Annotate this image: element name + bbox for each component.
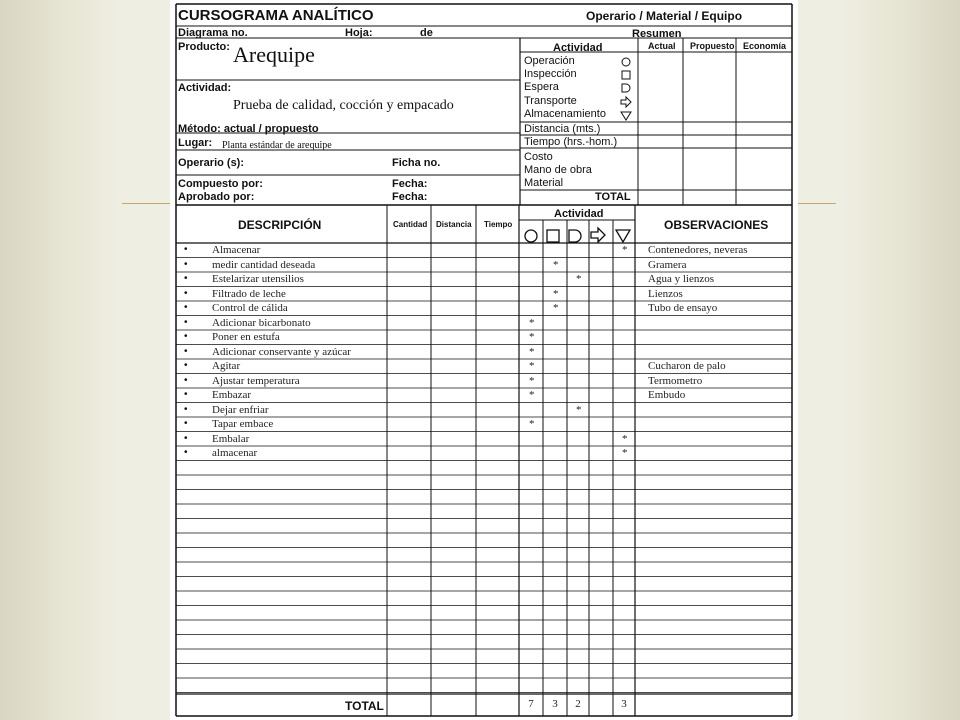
row-observacion: Lienzos [648,287,683,300]
row-description: Ajustar temperatura [212,374,300,387]
fecha2-label: Fecha: [392,191,428,203]
metodo-label: Método: actual / propuesto [178,123,319,135]
row-activity-mark: * [529,418,535,430]
row-activity-mark: * [529,389,535,401]
total-inspeccion: 3 [552,698,558,710]
left-accent-line [122,203,170,204]
row-activity-mark: * [553,258,559,271]
row-observacion: Termometro [648,374,703,387]
row-description: Estelarizar utensilios [212,273,304,285]
cursograma-sheet [170,0,798,720]
row-bullet: • [184,244,188,255]
row-description: Agitar [212,360,241,372]
row-activity-mark: * [622,244,628,256]
ficha-label: Ficha no. [392,157,441,169]
right-accent-line [798,203,836,204]
actividad-value: Prueba de calidad, cocción y empacado [233,98,454,113]
row-activity-mark: * [622,432,628,445]
row-observacion: Cucharon de palo [648,360,726,372]
espera-d-icon [569,230,581,242]
row-bullet: • [184,331,188,342]
row-description: Control de cálida [212,302,288,314]
almacenamiento-triangle-icon [616,230,630,242]
row-activity-mark: * [529,345,535,358]
row-observacion: Embudo [648,389,686,401]
row-description: Tapar embace [212,418,274,430]
total-espera: 2 [575,698,581,710]
row-bullet: • [184,273,188,284]
row-description: medir cantidad deseada [212,258,316,271]
summary-total: TOTAL [595,191,631,203]
total-almacenamiento: 3 [621,698,627,710]
hoja-label: Hoja: [345,27,373,39]
row-description: Embalar [212,432,250,445]
summary-row-inspeccion: Inspección [524,68,577,80]
row-description: Poner en estufa [212,331,280,343]
row-observacion: Contenedores, neveras [648,244,748,256]
row-activity-mark: * [529,331,535,343]
distancia-header: Distancia [436,220,472,229]
lugar-value: Planta estándar de arequipe [222,140,332,151]
summary-actividad-header: Actividad [553,42,603,54]
row-bullet: • [184,418,188,429]
row-observacion: Gramera [648,258,687,271]
row-description: Dejar enfriar [212,403,269,416]
de-label: de [420,27,433,39]
summary-tiempo: Tiempo (hrs.-hom.) [524,136,618,148]
summary-costo: Costo [524,151,553,163]
row-activity-mark: * [576,273,582,285]
row-description: Filtrado de leche [212,287,286,300]
cantidad-header: Cantidad [393,220,428,229]
header-right-label: Operario / Material / Equipo [586,9,743,23]
row-description: almacenar [212,447,258,459]
summary-row-almacenamiento: Almacenamiento [524,108,606,120]
summary-actual-header: Actual [648,41,676,51]
row-activity-mark: * [529,374,535,387]
row-description: Almacenar [212,244,261,256]
observaciones-header: OBSERVACIONES [664,218,769,232]
row-bullet: • [184,374,188,386]
row-bullet: • [184,432,188,444]
row-bullet: • [184,258,188,270]
producto-value: Arequipe [233,42,315,67]
row-activity-mark: * [553,287,559,300]
row-activity-mark: * [622,447,628,459]
row-activity-mark: * [529,360,535,372]
transporte-arrow-icon [591,228,605,242]
descripcion-header: DESCRIPCIÓN [238,218,322,232]
summary-economia-header: Economía [743,41,787,51]
row-bullet: • [184,287,188,299]
summary-row-operacion: Operación [524,55,575,67]
actividad-label: Actividad: [178,82,232,94]
summary-row-transporte: Transporte [524,95,577,107]
summary-row-espera: Espera [524,81,559,93]
lugar-label: Lugar: [178,137,213,149]
row-observacion: Tubo de ensayo [648,302,718,314]
row-bullet: • [184,345,188,357]
tiempo-header: Tiempo [484,220,513,229]
inspeccion-square-icon [547,230,559,242]
summary-material: Material [524,177,564,189]
row-bullet: • [184,403,188,415]
row-bullet: • [184,447,188,458]
row-activity-mark: * [553,302,559,314]
resumen-label: Resumen [632,28,682,40]
table-total-label: TOTAL [345,699,384,713]
row-activity-mark: * [576,403,582,416]
form-title: CURSOGRAMA ANALÍTICO [178,7,374,24]
total-operacion: 7 [528,698,534,710]
row-activity-mark: * [529,316,535,329]
row-description: Embazar [212,389,252,401]
row-bullet: • [184,302,188,313]
row-bullet: • [184,360,188,371]
operacion-circle-icon [525,230,537,242]
row-bullet: • [184,389,188,400]
row-description: Adicionar conservante y azúcar [212,345,351,358]
actividad-header: Actividad [554,208,604,220]
summary-distancia: Distancia (mts.) [524,123,601,135]
diagram-no-label: Diagrama no. [178,27,248,39]
summary-mano-obra: Mano de obra [524,164,592,176]
summary-propuesto-header: Propuesto [690,41,735,51]
row-description: Adicionar bicarbonato [212,316,311,329]
row-observacion: Agua y lienzos [648,273,714,285]
compuesto-label: Compuesto por: [178,178,263,190]
aprobado-label: Aprobado por: [178,191,255,203]
producto-label: Producto: [178,41,230,53]
row-bullet: • [184,316,188,328]
operario-label: Operario (s): [178,157,245,169]
fecha1-label: Fecha: [392,178,428,190]
